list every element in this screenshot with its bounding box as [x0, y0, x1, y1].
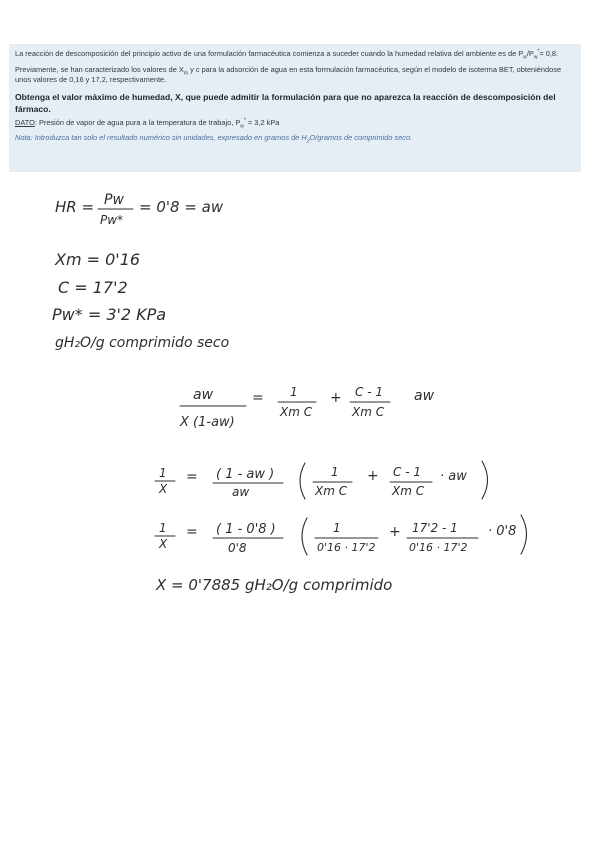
handwritten-solution	[0, 180, 600, 610]
eq3-factor-num: ( 1 - 0'8 )	[216, 522, 276, 537]
eq3-term1-den: 0'16 · 17'2	[317, 541, 376, 554]
eq3-plus: +	[389, 524, 401, 540]
problem-statement	[9, 44, 581, 172]
statement-text: : Presión de vapor de agua pura a la temperatura de trabajo, P	[34, 117, 241, 127]
eq2-plus: +	[367, 468, 379, 484]
eq2-factor-den: aw	[232, 485, 250, 499]
eq3-term1-num: 1	[333, 521, 341, 535]
statement-paragraph-2	[15, 65, 575, 86]
eq2-term2-num: C - 1	[393, 465, 421, 479]
statement-text: = 3,2 kPa	[245, 117, 280, 127]
statement-text: y c para la adsorción de agua en esta formulación farmacéutica, según el modelo de isoterma BET, obteniéndose unos valores de 0,16 y 17,2, respectivamente.	[15, 64, 562, 84]
units-text: gH₂O/g comprimido seco	[55, 335, 230, 351]
statement-text: Previamente, se han caracterizado los valores de X	[15, 64, 184, 74]
xm-value: Xm = 0'16	[55, 250, 141, 269]
eq1-term1-den: Xm C	[280, 405, 313, 419]
eq2-tail: · aw	[440, 469, 467, 484]
superscript: *	[243, 117, 246, 124]
pw-value: Pw* = 3'2 KPa	[52, 305, 167, 324]
eq3-term2-num: 17'2 - 1	[412, 521, 458, 535]
eq2-lhs-den: X	[159, 482, 168, 496]
eq2-lhs-num: 1	[159, 466, 167, 480]
eq3-tail: · 0'8	[488, 524, 517, 539]
hr-denominator: Pw*	[100, 213, 124, 227]
eq1-denominator: X (1-aw)	[180, 415, 235, 430]
result-line: X = 0'7885 gH₂O/g comprimido	[156, 576, 393, 594]
statement-text: /P	[526, 49, 534, 58]
eq3-lhs-num: 1	[159, 521, 167, 535]
subscript: w	[533, 54, 538, 61]
note-text: Nota: Introduzca tan solo el resultado numérico sin unidades, expresado en gramos de H	[15, 133, 307, 142]
eq1-plus: +	[330, 390, 342, 406]
dato-label: DATO	[15, 117, 35, 127]
eq2-term1-num: 1	[331, 465, 339, 479]
subscript: w	[523, 54, 527, 61]
statement-text: La reacción de descomposición del principio activo de una formulación farmacéutica comienza a suceder cuando la humedad relativa del ambiente es de P	[15, 49, 524, 58]
right-paren	[521, 515, 527, 554]
note-line	[15, 133, 575, 144]
subscript: 2	[306, 138, 310, 145]
eq3-term2-den: 0'16 · 17'2	[409, 541, 468, 554]
hr-numerator: Pw	[104, 192, 124, 208]
c-value: C = 17'2	[58, 278, 128, 297]
eq2-term1-den: Xm C	[315, 484, 348, 498]
hr-lhs: HR =	[55, 198, 95, 216]
left-paren	[300, 463, 305, 499]
eq2-term2-den: Xm C	[392, 484, 425, 498]
hr-rhs: = 0'8 = aw	[139, 198, 224, 216]
eq1-term1-num: 1	[290, 385, 298, 399]
eq1-aw: aw	[414, 388, 435, 404]
statement-paragraph-1	[15, 49, 575, 60]
dato-line	[15, 118, 575, 129]
eq1-equals: =	[252, 390, 264, 406]
right-paren	[482, 461, 488, 499]
statement-text: = 0,8.	[539, 49, 559, 58]
eq3-factor-den: 0'8	[228, 541, 247, 555]
eq3-equals: =	[186, 524, 198, 540]
subscript: m	[183, 69, 189, 76]
subscript: w	[240, 122, 244, 129]
eq1-term2-num: C - 1	[355, 385, 383, 399]
eq2-equals: =	[186, 469, 198, 485]
left-paren	[302, 518, 307, 555]
eq1-term2-den: Xm C	[352, 405, 385, 419]
note-text: O/gramos de comprimido seco.	[309, 133, 413, 142]
superscript: *	[537, 48, 540, 55]
eq2-factor-num: ( 1 - aw )	[216, 467, 275, 482]
eq3-lhs-den: X	[159, 537, 168, 551]
eq1-numerator: aw	[193, 387, 214, 403]
question-text: Obtenga el valor máximo de humedad, X, que puede admitir la formulación para que no aparezca la reacción de descomposición del fármaco.	[15, 91, 556, 114]
